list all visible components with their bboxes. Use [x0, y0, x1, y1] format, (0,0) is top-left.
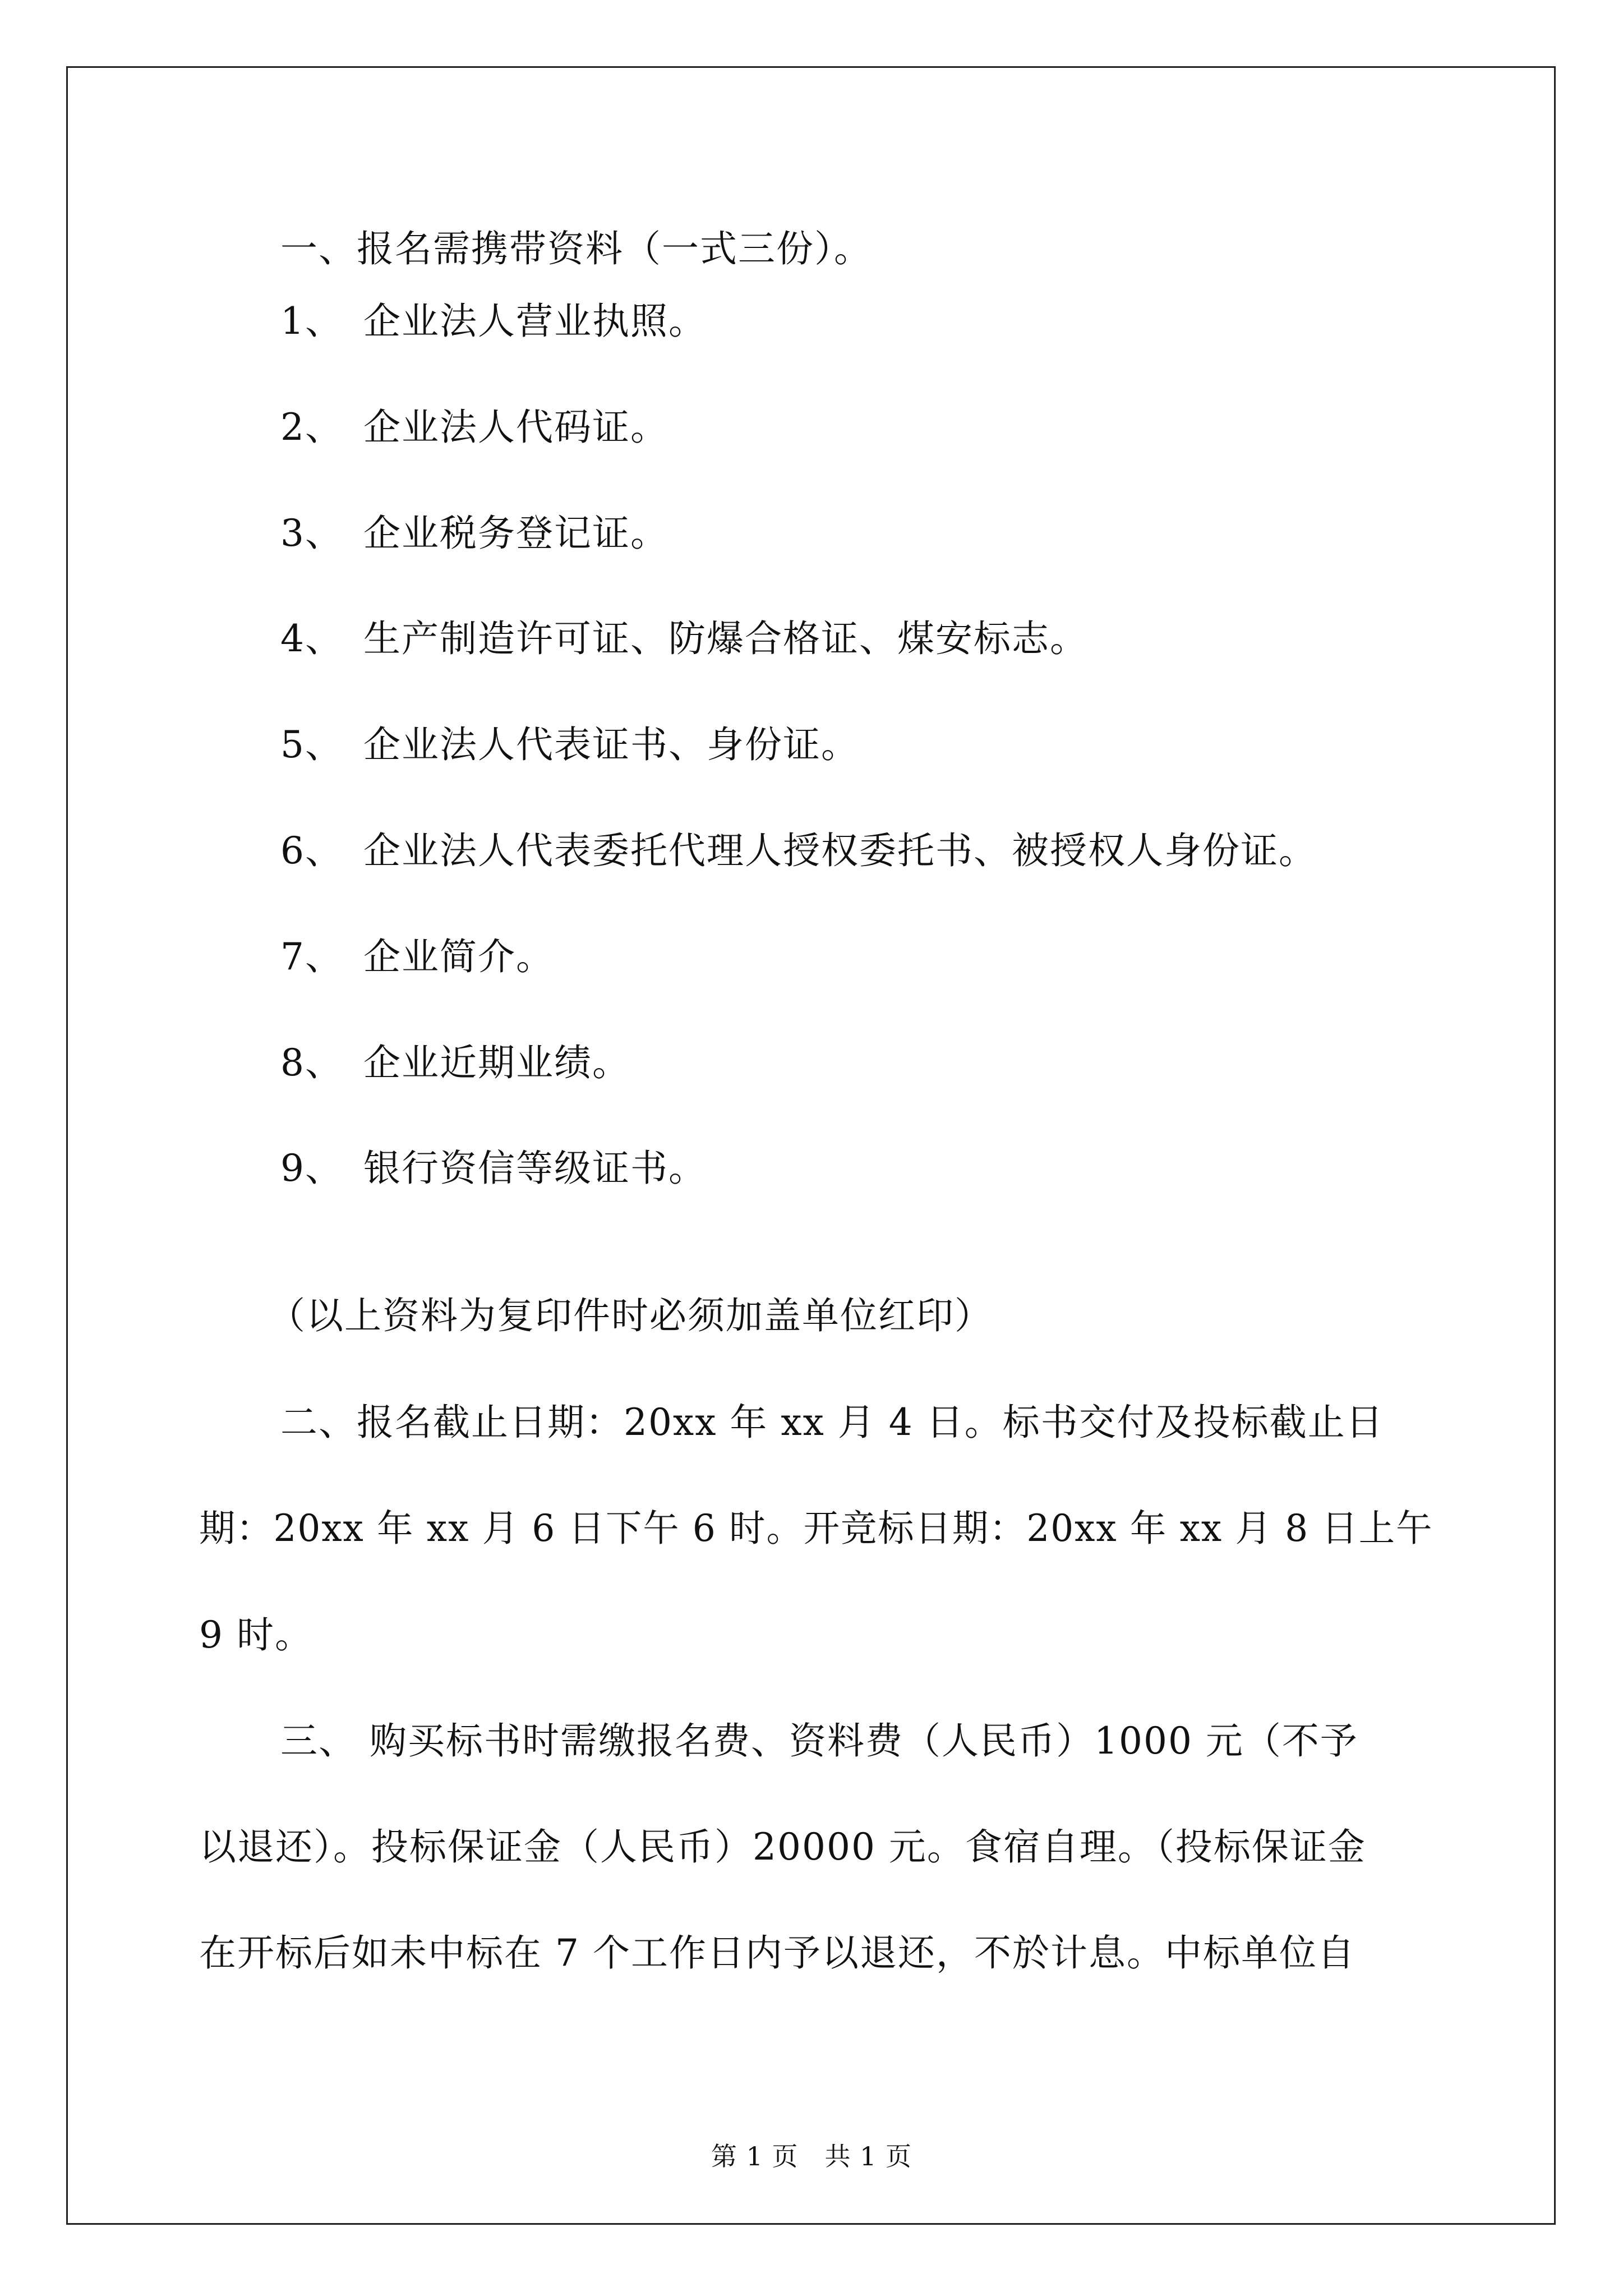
section-3-line-1: 三、 购买标书时需缴报名费、资料费（人民币）1000 元（不予: [280, 1719, 1358, 1763]
item-number: 4、: [280, 617, 343, 660]
item-number: 3、: [280, 512, 343, 555]
list-item: [280, 617, 1088, 660]
item-text: 企业税务登记证。: [363, 512, 668, 555]
heading-section-1: 一、报名需携带资料（一式三份）。: [280, 227, 872, 270]
note-line: （以上资料为复印件时必须加盖单位红印）: [268, 1294, 993, 1337]
list-item: [280, 512, 668, 555]
page-footer: 第 1 页 共 1 页: [711, 2141, 912, 2171]
item-number: 6、: [280, 829, 343, 872]
section-2-line-1: 二、报名截止日期：20xx 年 xx 月 4 日。标书交付及投标截止日: [280, 1401, 1384, 1444]
item-text: 企业近期业绩。: [363, 1041, 630, 1084]
section-3-line-3: 在开标后如未中标在 7 个工作日内予以退还，不於计息。中标单位自: [199, 1931, 1355, 1975]
page-border: [66, 66, 1556, 2225]
section-2-line-3: 9 时。: [199, 1613, 313, 1657]
item-number: 1、: [280, 300, 343, 343]
item-number: 9、: [280, 1147, 343, 1190]
item-number: 5、: [280, 723, 343, 766]
list-item: [280, 300, 707, 343]
list-item: [280, 1041, 630, 1084]
item-text: 企业法人营业执照。: [363, 300, 707, 343]
item-number: 2、: [280, 406, 343, 449]
section-2-line-2: 期：20xx 年 xx 月 6 日下午 6 时。开竞标日期：20xx 年 xx 月 8 日上午: [199, 1507, 1433, 1550]
item-text: 企业法人代码证。: [363, 406, 668, 449]
list-item: [280, 1147, 707, 1190]
item-text: 生产制造许可证、防爆合格证、煤安标志。: [363, 617, 1088, 660]
item-text: 银行资信等级证书。: [363, 1147, 707, 1190]
section-3-line-2: 以退还）。投标保证金（人民币）20000 元。食宿自理。（投标保证金: [199, 1825, 1366, 1869]
item-number: 7、: [280, 935, 343, 978]
list-item: [280, 406, 668, 449]
item-text: 企业法人代表证书、身份证。: [363, 723, 859, 766]
item-text: 企业法人代表委托代理人授权委托书、被授权人身份证。: [363, 829, 1317, 872]
list-item: [280, 935, 554, 978]
list-item: [280, 829, 1317, 872]
item-text: 企业简介。: [363, 935, 554, 978]
item-number: 8、: [280, 1041, 343, 1084]
list-item: [280, 723, 859, 766]
